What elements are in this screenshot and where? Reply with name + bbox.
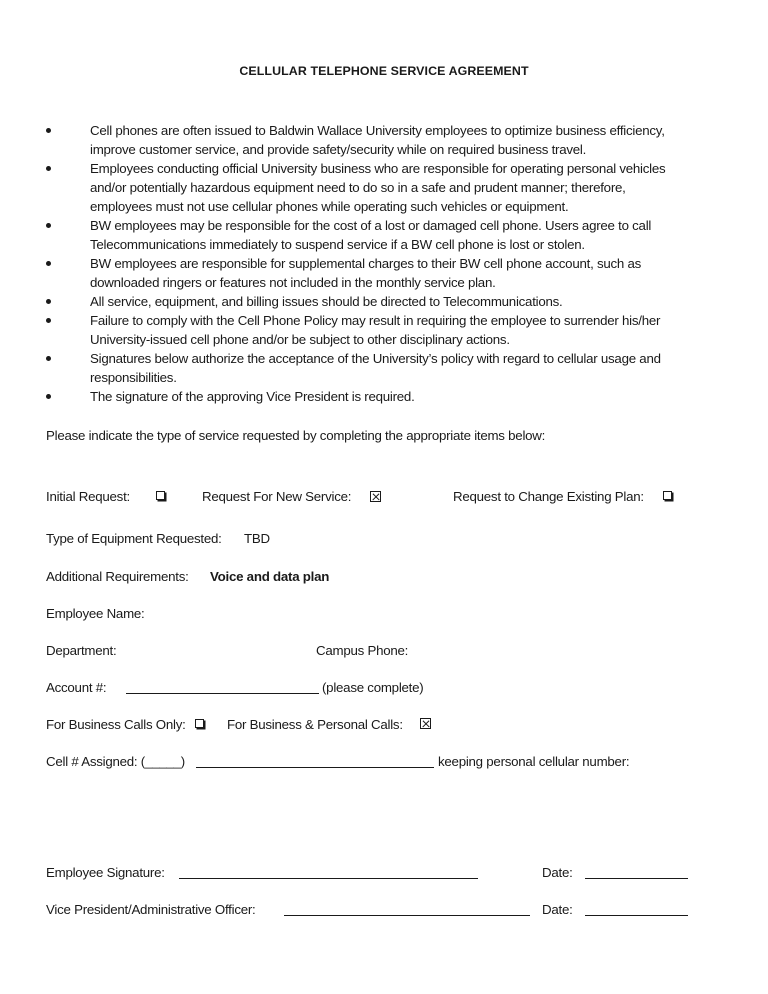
cell-assigned-label: Cell # Assigned: (_____) [46,754,185,769]
account-note: (please complete) [322,680,424,695]
additional-requirements-value[interactable]: Voice and data plan [210,569,330,584]
department-label: Department: [46,643,117,658]
bullet-icon [46,299,51,304]
bullet-item: Signatures below authorize the acceptance of the University’s policy with regard to cellular usage and responsibilities. [46,349,736,387]
bullet-icon [46,356,51,361]
vp-signature-field[interactable] [284,903,530,916]
policy-bullet-list [46,121,736,406]
form-instructions: Please indicate the type of service requested by completing the appropriate items below: [46,428,546,443]
new-service-checkbox[interactable] [370,491,381,502]
business-personal-label: For Business & Personal Calls: [227,717,403,732]
cell-number-field[interactable] [196,755,434,768]
business-personal-checkbox[interactable] [420,718,431,729]
bullet-icon [46,223,51,228]
bullet-item: BW employees are responsible for supplemental charges to their BW cell phone account, such as downloaded ringers or features not included in the monthly service plan. [46,254,736,292]
bullet-item: Failure to comply with the Cell Phone Policy may result in requiring the employee to surrender his/her University-issued cell phone and/or be subject to other disciplinary actions. [46,311,736,349]
equipment-value[interactable]: TBD [244,531,270,546]
business-only-label: For Business Calls Only: [46,717,186,732]
new-service-label: Request For New Service: [202,489,352,504]
employee-name-label: Employee Name: [46,606,145,621]
bullet-icon [46,318,51,323]
bullet-icon [46,394,51,399]
bullet-item: Employees conducting official University business who are responsible for operating personal vehicles and/or potentially hazardous equipment need to do so in a safe and prudent manner; therefore, employees must not use cellular phones while operating such vehicles or equipment. [46,159,736,216]
initial-request-checkbox[interactable] [156,491,165,500]
bullet-item: BW employees may be responsible for the cost of a lost or damaged cell phone. Users agree to call Telecommunications immediately to suspend service if a BW cell phone is lost or stolen. [46,216,736,254]
additional-requirements-label: Additional Requirements: [46,569,189,584]
change-plan-label: Request to Change Existing Plan: [453,489,644,504]
page-title: CELLULAR TELEPHONE SERVICE AGREEMENT [239,64,529,78]
change-plan-checkbox[interactable] [663,491,672,500]
bullet-icon [46,128,51,133]
account-field[interactable] [126,681,319,694]
keep-personal-number-label: keeping personal cellular number: [438,754,630,769]
initial-request-label: Initial Request: [46,489,130,504]
account-label: Account #: [46,680,107,695]
vp-date-field[interactable] [585,903,688,916]
equipment-label: Type of Equipment Requested: [46,531,222,546]
vp-signature-label: Vice President/Administrative Officer: [46,902,256,917]
bullet-item: Cell phones are often issued to Baldwin Wallace University employees to optimize business efficiency, improve customer service, and provide safety/security while on required business travel. [46,121,736,159]
bullet-item: All service, equipment, and billing issues should be directed to Telecommunications. [46,292,736,311]
bullet-icon [46,166,51,171]
employee-signature-field[interactable] [179,866,478,879]
employee-signature-label: Employee Signature: [46,865,165,880]
employee-date-field[interactable] [585,866,688,879]
campus-phone-label: Campus Phone: [316,643,409,658]
employee-date-label: Date: [542,865,573,880]
bullet-item: The signature of the approving Vice President is required. [46,387,736,406]
vp-date-label: Date: [542,902,573,917]
bullet-icon [46,261,51,266]
business-only-checkbox[interactable] [195,719,204,728]
